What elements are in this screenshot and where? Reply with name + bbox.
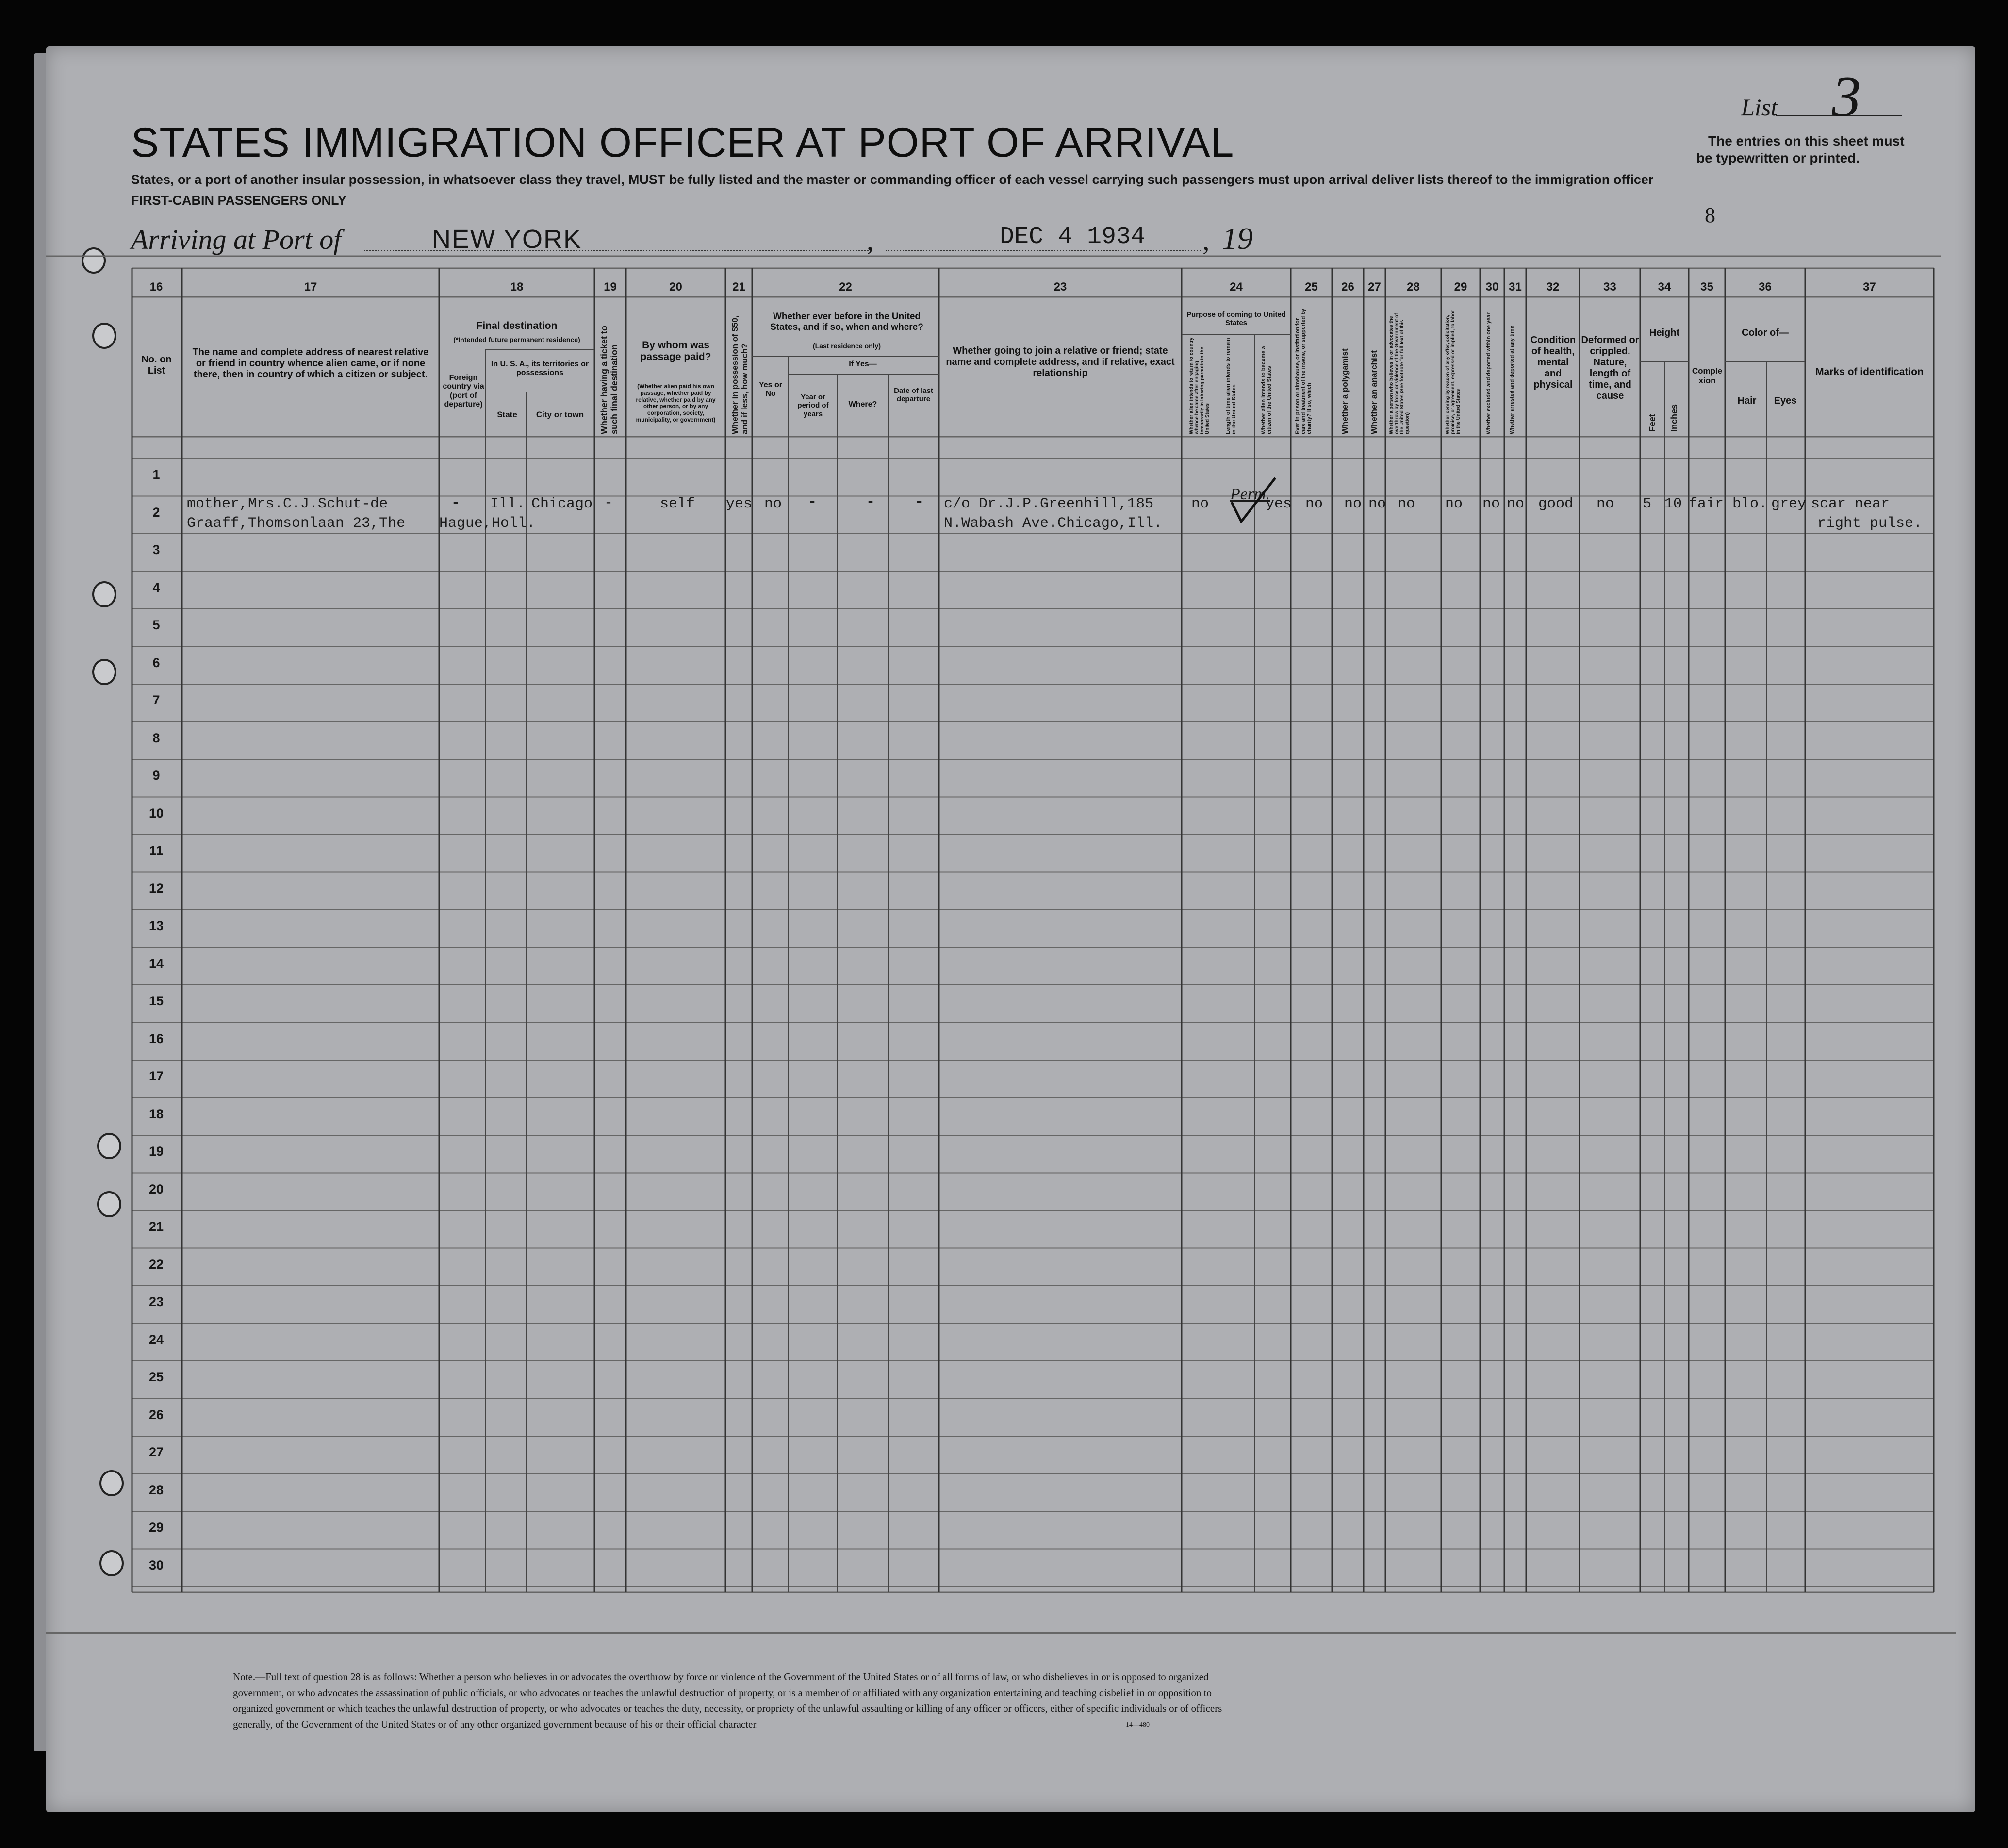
header-final-destination-sub: (*Intended future permanent residence) — [453, 336, 580, 343]
entry-year-period: - — [808, 494, 817, 510]
entry-feet: 5 — [1643, 496, 1652, 512]
entry-foreign-country: - — [451, 495, 461, 511]
year-prefix: 19 — [1222, 221, 1253, 256]
column-number: 22 — [839, 280, 852, 294]
header-relative-address: The name and complete address of nearest relative or friend in country whence alien came, or if none there, then in country of which a citizen or subject. — [192, 347, 429, 380]
row-number: 9 — [152, 768, 160, 783]
column-number: 32 — [1546, 280, 1560, 294]
header-ever-before-sub: (Last residence only) — [812, 342, 881, 350]
entry-prison: no — [1305, 496, 1323, 512]
row-number: 13 — [148, 918, 164, 933]
footnote-text: Note.—Full text of question 28 is as follows: Whether a person who believes in or advocates the overthrow by force or violence of the Government of the United States or of all forms of law, or who disbelieves in or is opposed to organized government, or who advocates the assassination of public officials, or who advocates or teaches the unlawful destruction of property, or is a member of or affiliated with any organization entertaining and teaching disbelief in or opposition to organized government or which teaches the unlawful destruction of property, or who advocates or teaches the duty, necessity, or propriety of the unlawful assaulting or killing of any officer or officers, either of specific individuals or of officers generally, of the Government of the United States or of any other organized government because of his or their official character. — [233, 1671, 1222, 1730]
column-number: 34 — [1658, 280, 1671, 294]
column-number: 26 — [1341, 280, 1354, 294]
entry-date-departure: - — [915, 494, 924, 510]
entry-labor-offer: no — [1445, 496, 1463, 512]
column-number: 24 — [1230, 280, 1243, 294]
header-no-on-list: No. on List — [141, 354, 172, 376]
page-number: 8 — [1705, 203, 1715, 227]
row-number: 6 — [152, 655, 160, 670]
entry-health: good — [1538, 496, 1574, 512]
row-number: 29 — [148, 1520, 164, 1535]
row-number: 27 — [148, 1445, 164, 1459]
header-city: City or town — [536, 410, 584, 419]
header-if-yes: If Yes— — [849, 360, 877, 368]
passenger-class-label: FIRST-CABIN PASSENGERS ONLY — [131, 193, 347, 208]
header-eyes: Eyes — [1774, 395, 1797, 406]
entry-polygamist: no — [1344, 496, 1362, 512]
row-number: 20 — [148, 1181, 164, 1196]
entry-fifty-dollars: yes — [726, 496, 753, 512]
column-number: 37 — [1863, 280, 1876, 294]
column-number: 25 — [1305, 280, 1318, 294]
list-label: List — [1741, 94, 1778, 121]
header-join-relative: Whether going to join a relative or friend; state name and complete address, and if relative, exact relationship — [946, 345, 1175, 378]
sheet-note-line2: be typewritten or printed. — [1696, 150, 1860, 165]
row-number: 17 — [148, 1069, 164, 1083]
header-state: State — [497, 410, 517, 419]
entry-ever-before: no — [764, 496, 782, 512]
header-overthrow: Whether a person who believes in or advocates the overthrow by force or violence of the Government of the United States (See footnote for full text of this question) — [1389, 313, 1410, 434]
instructions-text: States, or a port of another insular possession, in whatsoever class they travel, MUST be fully listed and the master or commanding officer of each vessel carrying such passengers must upon arrival deliver lists thereof to the immigration officer — [131, 172, 1654, 187]
row-number: 14 — [148, 956, 164, 971]
column-number: 17 — [304, 280, 317, 294]
arriving-label: Arriving at Port of — [131, 224, 342, 255]
row-number: 3 — [152, 542, 160, 557]
row-number: 2 — [152, 505, 160, 520]
header-final-destination: Final destination — [476, 320, 558, 331]
row-number: 19 — [148, 1144, 164, 1159]
header-polygamist: Whether a polygamist — [1340, 348, 1350, 434]
entry-purpose-return: no — [1191, 496, 1209, 512]
row-number: 11 — [149, 843, 164, 858]
entry-relative-line1: mother,Mrs.C.J.Schut-de — [187, 496, 388, 512]
header-yes-no: Yes or No — [758, 381, 783, 398]
row-number: 15 — [148, 994, 164, 1008]
entry-anarchist: no — [1368, 496, 1386, 512]
header-ever-before: Whether ever before in the United States, and if so, when and where? — [770, 311, 923, 332]
column-number: 29 — [1454, 280, 1467, 294]
column-number: 18 — [510, 280, 524, 294]
column-number: 20 — [669, 280, 682, 294]
entry-marks-line2: right pulse. — [1817, 515, 1923, 532]
header-fifty-dollars: Whether in possession of $50, and if less, how much? — [730, 315, 749, 434]
header-complexion: Complexion — [1692, 366, 1723, 385]
header-deformed: Deformed or crippled. Nature, length of time, and cause — [1581, 335, 1639, 401]
entry-purpose-length: Perm. — [1230, 485, 1270, 503]
row-number: 16 — [148, 1031, 164, 1046]
column-number: 28 — [1407, 280, 1420, 294]
column-number: 35 — [1700, 280, 1713, 294]
header-date-departure: Date of last departure — [894, 387, 933, 404]
header-in-usa: In U. S. A., its territories or possessions — [491, 360, 589, 377]
header-color-of: Color of— — [1742, 327, 1789, 338]
header-year-period: Year or period of years — [797, 393, 829, 418]
row-number: 5 — [152, 618, 160, 632]
header-anarchist: Whether an anarchist — [1369, 350, 1379, 434]
header-arrested: Whether arrested and deported at any time — [1509, 326, 1515, 434]
row-number: 18 — [148, 1106, 164, 1121]
header-purpose-return: Whether alien intends to return to country whence he came after engaging temporarily in laboring pursuits in the United States — [1189, 337, 1210, 434]
header-prison: Ever in prison or almshouse, or institution for care and treatment of the insane, or supported by charity? If so, which — [1295, 308, 1312, 434]
entry-arrested: no — [1507, 496, 1525, 512]
entry-hair: blo. — [1732, 496, 1768, 512]
header-where: Where? — [848, 400, 877, 409]
column-number: 16 — [149, 280, 163, 294]
row-number: 1 — [152, 467, 160, 482]
row-number: 25 — [148, 1370, 164, 1384]
entry-complexion: fair — [1689, 496, 1724, 512]
entry-join-line2: N.Wabash Ave.Chicago,Ill. — [944, 515, 1163, 532]
entry-state: Ill. — [490, 496, 526, 512]
header-purpose-citizen: Whether alien intends to become a citizen of the United States — [1261, 346, 1272, 434]
column-number: 33 — [1603, 280, 1616, 294]
port-name: NEW YORK — [432, 225, 582, 254]
column-number: 27 — [1368, 280, 1381, 294]
header-marks: Marks of identification — [1815, 366, 1924, 377]
row-number: 21 — [148, 1219, 164, 1234]
list-number: 3 — [1832, 64, 1861, 129]
entry-where: - — [866, 494, 875, 510]
header-ticket: Whether having a ticket to such final destination — [599, 325, 619, 434]
row-number: 24 — [148, 1332, 164, 1347]
column-number: 31 — [1509, 280, 1522, 294]
row-number: 26 — [148, 1407, 164, 1422]
row-number: 22 — [148, 1257, 164, 1272]
entry-purpose-citizen: yes — [1266, 496, 1292, 512]
header-passage-paid-sub: (Whether alien paid his own passage, whether paid by relative, whether paid by any other person, or by any corporation, society, municipality, or government) — [636, 383, 716, 423]
row-number: 28 — [148, 1482, 164, 1497]
header-height: Height — [1649, 327, 1680, 338]
sheet-note-line1: The entries on this sheet must — [1708, 133, 1905, 148]
entry-inches: 10 — [1664, 496, 1682, 512]
column-number: 30 — [1485, 280, 1499, 294]
entry-join-line1: c/o Dr.J.P.Greenhill,185 — [944, 496, 1154, 512]
entry-deformed: no — [1597, 496, 1614, 512]
row-number: 10 — [148, 805, 164, 820]
header-feet: Feet — [1647, 413, 1657, 432]
column-number: 19 — [604, 280, 617, 294]
entry-relative-line2: Graaff,Thomsonlaan 23,The — [187, 515, 406, 532]
entry-eyes: grey — [1771, 496, 1807, 512]
header-foreign-country: Foreign country via (port of departure) — [443, 374, 484, 409]
header-purpose-length: Length of time alien intends to remain in the United States — [1225, 338, 1237, 434]
comma-separator: , — [867, 225, 874, 256]
row-number: 4 — [152, 580, 160, 595]
row-number: 23 — [148, 1294, 164, 1309]
row-number: 12 — [148, 881, 164, 896]
comma-separator: , — [1202, 225, 1210, 256]
entry-overthrow: no — [1398, 496, 1415, 512]
header-labor-offer: Whether coming by reason of any offer, solicitation, promise, or agreement, expressed or implied, to labor in the United States — [1445, 310, 1461, 434]
entry-passage-paid: self — [660, 496, 695, 512]
header-inches: Inches — [1669, 404, 1679, 432]
column-number: 21 — [732, 280, 745, 294]
row-number: 8 — [152, 730, 160, 745]
entry-city: Chicago — [531, 496, 593, 512]
column-number: 36 — [1759, 280, 1772, 294]
date-stamp: DEC 4 1934 — [1000, 223, 1146, 251]
entry-foreign-country-line2: Hague,Holl. — [439, 515, 536, 532]
row-number: 30 — [148, 1557, 164, 1572]
header-excluded: Whether excluded and deported within one year — [1486, 312, 1492, 434]
column-number: 23 — [1053, 280, 1067, 294]
header-passage-paid: By whom was passage paid? — [640, 340, 711, 363]
check-mark-icon — [1227, 475, 1280, 529]
entry-excluded: no — [1482, 496, 1500, 512]
form-number: 14—480 — [1126, 1721, 1150, 1729]
entry-ticket: - — [604, 495, 613, 511]
entry-marks-line1: scar near — [1811, 496, 1890, 512]
header-health: Condition of health, mental and physical — [1530, 335, 1576, 390]
row-number: 7 — [152, 693, 160, 707]
form-title: STATES IMMIGRATION OFFICER AT PORT OF ARRIVAL — [131, 119, 1234, 166]
header-purpose: Purpose of coming to United States — [1186, 311, 1286, 327]
header-hair: Hair — [1737, 395, 1757, 406]
